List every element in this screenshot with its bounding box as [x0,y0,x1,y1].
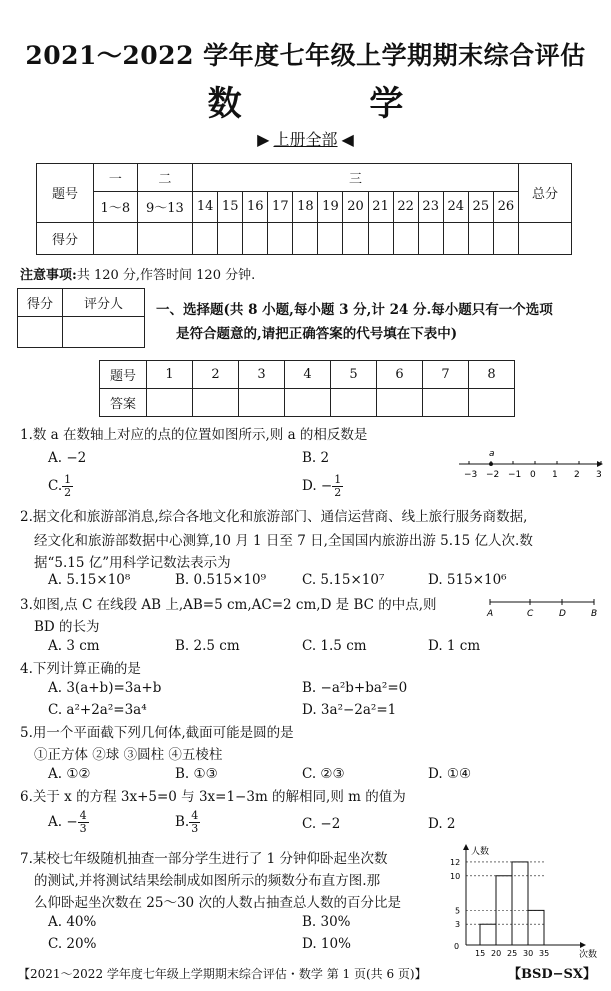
q6-option-c: C. −2 [302,816,341,832]
score-cell[interactable] [493,222,518,254]
answer-cell[interactable] [193,389,239,417]
q1-option-b: B. 2 [302,450,330,466]
score-table-question-range: 15 [218,192,243,222]
q2-line1: 2.据文化和旅游部消息,综合各地文化和旅游部门、通信运营商、线上旅行服务商数据, [20,509,528,525]
q2-option-d: D. 515×10⁶ [428,572,507,588]
number-line-tick-label: 0 [530,470,536,480]
answer-cell[interactable] [239,389,285,417]
answer-table-num: 1 [147,361,193,389]
score-row-label: 得分 [37,222,94,254]
q2-option-a: A. 5.15×10⁸ [48,572,131,588]
score-table-question-range: 1～8 [94,192,138,222]
score-cell[interactable] [137,222,192,254]
footer-right: 【BSD−SX】 [508,967,597,982]
score-table-question-range: 17 [268,192,293,222]
q5-option-b: B. ①③ [175,766,218,782]
q5-items: ①正方体 ②球 ③圆柱 ④五棱柱 [34,747,223,763]
q7-option-c: C. 20% [48,936,97,952]
segment-point-label: A [487,609,494,619]
q7-line3: 么仰卧起坐次数在 25～30 次的人数占抽查总人数的百分比是 [34,895,401,911]
q4-option-c: C. a²+2a²=3a⁴ [48,702,147,718]
q2-option-c: C. 5.15×10⁷ [302,572,385,588]
score-cell[interactable] [268,222,293,254]
q7-option-d: D. 10% [302,936,351,952]
answer-table-num: 6 [377,361,423,389]
histogram-bar [480,924,496,945]
score-cell[interactable] [318,222,343,254]
score-cell[interactable] [94,222,138,254]
answer-table-num-label: 题号 [100,361,147,389]
score-table-header: 题号 [37,164,94,223]
score-table-question-range: 9～13 [137,192,192,222]
histogram-y-tick-label: 3 [455,920,461,930]
number-line-point-label: a [489,449,495,459]
answer-table-ans-label: 答案 [100,389,147,417]
histogram-y-label: 人数 [471,847,490,857]
grader-reviewer-cell[interactable] [63,317,145,348]
q5-stem: 5.用一个平面截下列几何体,截面可能是圆的是 [20,725,294,741]
histogram-x-tick-label: 20 [491,949,502,958]
q7-line1: 7.某校七年级随机抽查一部分学生进行了 1 分钟仰卧起坐次数 [20,851,388,867]
score-cell[interactable] [368,222,393,254]
q1-option-a: A. −2 [48,450,87,466]
answer-table-num: 2 [193,361,239,389]
score-cell[interactable] [243,222,268,254]
footer-left: 【2021～2022 学年度七年级上学期期末综合评估・数学 第 1 页(共 6 页)】 [18,967,427,981]
q2-line2: 经文化和旅游部数据中心测算,10 月 1 日至 7 日,全国国内旅游出游 5.15 亿人次.数 [34,533,533,549]
q7-line2: 的测试,并将测试结果绘制成如图所示的频数分布直方图.那 [34,873,381,889]
q3-option-c: C. 1.5 cm [302,638,367,654]
histogram-x-label: 次数 [579,950,598,960]
score-table-question-range: 25 [468,192,493,222]
q5-option-a: A. ①② [48,766,91,782]
section1-heading: 一、选择题(共 8 小题,每小题 3 分,计 24 分.每小题只有一个选项 是符合题意的,请把正确答案的代号填在下表中) [156,302,553,342]
score-table-question-range: 16 [243,192,268,222]
score-table-part1: 一 [94,164,138,192]
histogram-x-tick-label: 15 [475,949,486,958]
q6-option-d: D. 2 [428,816,456,832]
arrow-up-icon [463,844,469,850]
q6-stem: 6.关于 x 的方程 3x+5=0 与 3x=1−3m 的解相同,则 m 的值为 [20,789,406,805]
triangle-right-icon: ▶ [257,130,270,149]
number-line-figure [455,446,605,482]
arrow-right-icon [580,942,586,948]
q7-option-a: A. 40% [48,914,97,930]
exam-title: 2021～2022 学年度七年级上学期期末综合评估 [25,41,586,70]
score-table [36,163,572,255]
answer-cell[interactable] [147,389,193,417]
grader-score-cell[interactable] [18,317,63,348]
score-table-total: 总分 [519,164,572,223]
q2-line3: 据“5.15 亿”用科学记数法表示为 [34,555,231,571]
score-table-question-range: 18 [293,192,318,222]
grader-reviewer-label: 评分人 [63,289,145,317]
segment-point-label: D [559,609,566,619]
number-line-tick-label: 3 [596,470,602,480]
histogram-y-tick-label: 10 [450,871,461,881]
q5-option-d: D. ①④ [428,766,472,782]
answer-table [99,360,515,417]
q7-option-b: B. 30% [302,914,351,930]
answer-table-num: 8 [469,361,515,389]
arrow-right-icon [597,461,603,467]
scope-label: 上册全部 [273,130,338,149]
score-cell[interactable] [218,222,243,254]
score-table-part3: 三 [193,164,519,192]
number-line-tick-label: 2 [574,470,580,480]
q6-option-a: A. − $\frac{4}{3}$ [48,809,87,835]
histogram-origin: 0 [454,942,460,951]
q2-option-b: B. 0.515×10⁹ [175,572,267,588]
q4-option-d: D. 3a²−2a²=1 [302,702,397,718]
score-cell[interactable] [468,222,493,254]
q6-option-b: B. $\frac{4}{3}$ [175,809,199,835]
histogram-y-tick-label: 5 [455,906,461,916]
number-line-point-a [489,462,493,466]
number-line-tick-label: −1 [508,470,522,480]
score-cell[interactable] [193,222,218,254]
answer-cell[interactable] [331,389,377,417]
score-table-question-range: 26 [493,192,518,222]
q5-option-c: C. ②③ [302,766,345,782]
number-line-tick-label: −3 [464,470,478,480]
score-cell[interactable] [519,222,572,254]
q1-stem: 1.数 a 在数轴上对应的点的位置如图所示,则 a 的相反数是 [20,427,368,443]
q1-option-d: D. − $\frac{1}{2}$ [302,473,342,499]
number-line-tick-label: −2 [486,470,500,480]
answer-table-num: 3 [239,361,285,389]
q3-option-d: D. 1 cm [428,638,481,654]
score-cell[interactable] [443,222,468,254]
q4-option-b: B. −a²b+ba²=0 [302,680,408,696]
score-cell[interactable] [343,222,368,254]
notes: 注意事项:共 120 分,作答时间 120 分钟. [20,268,256,283]
score-table-part2: 二 [137,164,192,192]
subject-title: 数 学 [207,84,462,124]
histogram-bar [528,910,544,945]
score-table-question-range: 14 [193,192,218,222]
score-cell[interactable] [293,222,318,254]
histogram-chart [440,842,604,960]
grader-score-label: 得分 [18,289,63,317]
score-cell[interactable] [393,222,418,254]
answer-cell[interactable] [377,389,423,417]
score-table-question-range: 23 [418,192,443,222]
score-cell[interactable] [418,222,443,254]
q3-line2: BD 的长为 [34,619,100,635]
q3-line1: 3.如图,点 C 在线段 AB 上,AB=5 cm,AC=2 cm,D 是 BC 的中点,则 [20,597,437,613]
score-table-question-range: 22 [393,192,418,222]
answer-table-num: 7 [423,361,469,389]
q3-option-a: A. 3 cm [48,638,100,654]
histogram-x-tick-label: 25 [507,949,518,958]
q1-option-c: C. $\frac{1}{2}$ [48,473,72,499]
segment-figure [486,596,602,620]
histogram-x-tick-label: 35 [539,949,550,958]
answer-cell[interactable] [469,389,515,417]
q3-option-b: B. 2.5 cm [175,638,240,654]
scope-line [0,127,611,150]
answer-table-num: 4 [285,361,331,389]
answer-cell[interactable] [285,389,331,417]
segment-point-label: B [591,609,598,619]
score-table-question-range: 20 [343,192,368,222]
histogram-y-tick-label: 12 [450,857,461,867]
answer-cell[interactable] [423,389,469,417]
score-table-question-range: 24 [443,192,468,222]
grader-table [17,288,145,348]
triangle-left-icon: ◀ [341,130,354,149]
score-table-question-range: 21 [368,192,393,222]
histogram-bar [512,862,528,945]
answer-table-num: 5 [331,361,377,389]
q4-stem: 4.下列计算正确的是 [20,661,141,677]
histogram-x-tick-label: 30 [523,949,534,958]
segment-point-label: C [527,609,534,619]
q4-option-a: A. 3(a+b)=3a+b [48,680,162,696]
number-line-tick-label: 1 [552,470,558,480]
score-table-question-range: 19 [318,192,343,222]
